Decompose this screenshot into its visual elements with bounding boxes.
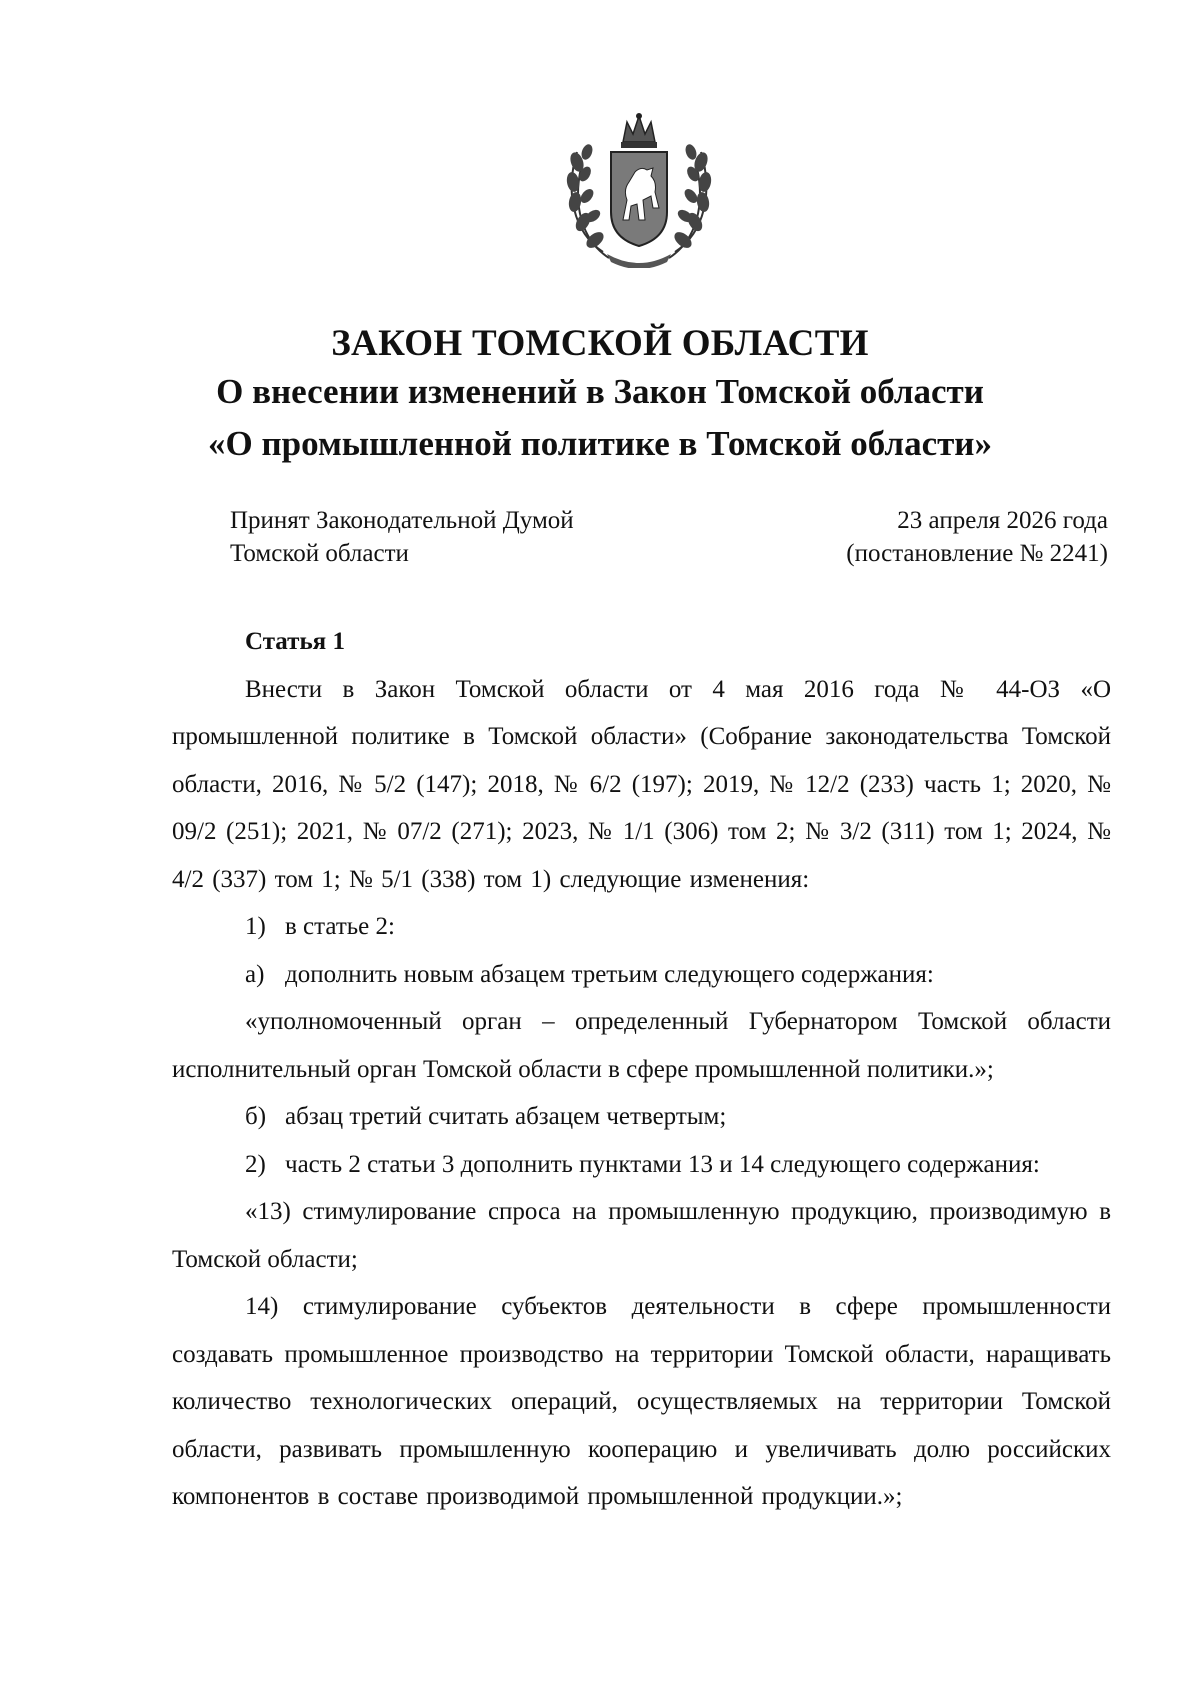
point-13: «13) стимулирование спроса на промышленную продукцию, производимую в Томской области; — [172, 1198, 1111, 1273]
article-heading: Статья 1 — [245, 628, 345, 655]
quoted-paragraph-1: «уполномоченный орган – определенный Губернатором Томской области исполнительный орган Томской области в сфере промышленной политики.»; — [172, 1008, 1111, 1083]
list-item-1 — [172, 903, 1111, 951]
point-14: 14) стимулирование субъектов деятельности в сфере промышленности создавать промышленное производство на территории Томской области, наращивать количество технологических операций, осуществляемых на территории Томской области, развивать промышленную кооперацию и увеличивать долю российских компонентов в составе производимой промышленной продукции.»; — [172, 1293, 1111, 1510]
list-item-1-number: 1) — [245, 913, 266, 940]
adopted-by-line-1: Принят Законодательной Думой — [230, 507, 574, 534]
list-item-1a-number: а) — [245, 960, 265, 988]
article-body — [172, 618, 1111, 1521]
article-intro: Внести в Закон Томской области от 4 мая 2016 года № 44-ОЗ «О промышленной политике в Томской области» (Собрание законодательства Томской области, 2016, № 5/2 (147); 2018, № 6/2 (197); 2019, № 12/2 (233) часть 1; 2020, № 09/2 (251); 2021, № 07/2 (271); 2023, № 1/1 (306) том 2; № 3/2 (311) том 1; 2024, № 4/2 (337) том 1; № 5/1 (338) том 1) следующие изменения: — [172, 675, 1111, 893]
list-item-2 — [172, 1141, 1111, 1189]
list-item-1b-text: абзац третий считать абзацем четвертым; — [285, 1103, 727, 1130]
adopted-by-line-2: Томской области — [230, 540, 409, 567]
list-item-1a-text: дополнить новым абзацем третьим следующего содержания: — [285, 960, 934, 988]
list-item-1b-number: б) — [245, 1103, 267, 1130]
list-item-2-text: часть 2 статьи 3 дополнить пунктами 13 и 14 следующего содержания: — [285, 1150, 1040, 1178]
list-item-1-text: в статье 2: — [285, 913, 395, 940]
list-item-2-number: 2) — [245, 1150, 266, 1178]
list-item-1b — [172, 1093, 1111, 1141]
tomsk-coat-of-arms-icon — [563, 112, 715, 268]
coat-of-arms — [563, 112, 715, 268]
document-title-block — [0, 322, 1200, 470]
adoption-date — [846, 504, 1108, 570]
resolution-number: (постановление № 2241) — [846, 540, 1108, 567]
law-subtitle-line-2: «О промышленной политике в Томской области» — [208, 424, 992, 463]
adoption-date-line: 23 апреля 2026 года — [897, 507, 1108, 534]
adopted-by — [230, 504, 574, 570]
law-subtitle-line-1: О внесении изменений в Закон Томской области — [216, 372, 984, 411]
list-item-1a — [172, 951, 1111, 999]
law-title: ЗАКОН ТОМСКОЙ ОБЛАСТИ — [331, 323, 869, 364]
